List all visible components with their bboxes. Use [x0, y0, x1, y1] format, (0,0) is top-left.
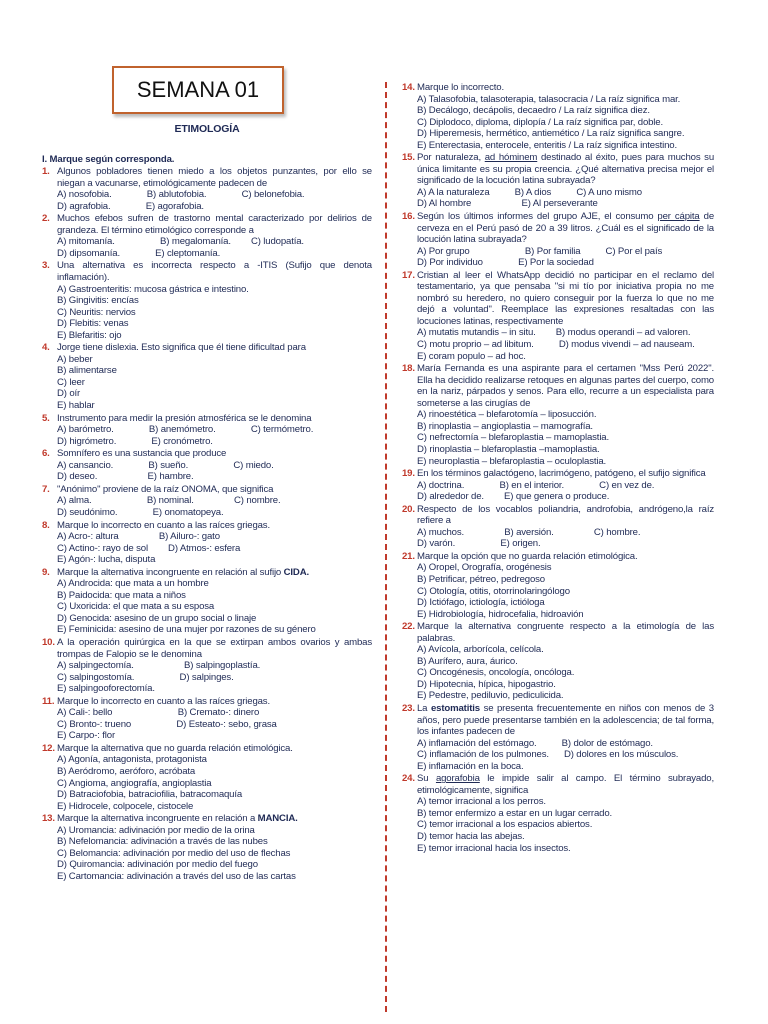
question-item [42, 213, 372, 259]
answer-options-line: C) Actino-: rayo de sol D) Atmos-: esfera [57, 542, 241, 554]
stem-text: A la operación quirúrgica en la que se extirpan ambos ovarios y ambas trompas de Falopio se le denomina [57, 636, 372, 660]
question-body [417, 773, 714, 854]
question-number: 16. [402, 211, 415, 223]
answer-options-line: A) muchos. B) aversión. C) hombre. [417, 526, 641, 538]
question-body [57, 166, 372, 212]
question-stem [57, 696, 372, 708]
question-number: 23. [402, 702, 415, 714]
right-column [402, 82, 714, 855]
stem-text: Marque la alternativa que no guarda relación etimológica. [57, 742, 293, 754]
answer-options-line: A) Talasofobia, talasoterapia, talasocracia / La raíz significa mar. [417, 93, 681, 105]
answer-options-line: E) Carpo-: flor [57, 730, 115, 742]
answer-options-line: C) leer [57, 376, 85, 388]
question-stem [57, 743, 372, 755]
question-item [402, 363, 714, 467]
question-number: 11. [42, 695, 55, 707]
question-number: 2. [42, 213, 50, 225]
stem-text: Marque lo incorrecto en cuanto a las raíces griegas. [57, 695, 270, 707]
question-body [417, 551, 714, 620]
stem-underlined: ad hóminem [484, 152, 538, 164]
answer-options-line: D) Al hombre E) Al perseverante [417, 198, 598, 210]
stem-text: Su [417, 773, 429, 785]
question-stem [417, 703, 714, 738]
left-questions [42, 166, 372, 882]
question-stem [417, 621, 714, 644]
question-item [42, 743, 372, 812]
right-questions [402, 82, 714, 854]
answer-options-line: A) Acro-: altura B) Ailuro-: gato [57, 531, 220, 543]
question-stem [417, 270, 714, 328]
question-stem [57, 260, 372, 283]
answer-options-line: B) Aeródromo, aeróforo, acróbata [57, 765, 196, 777]
question-number: 10. [42, 636, 55, 648]
question-number: 22. [402, 621, 415, 633]
stem-text: María Fernanda es una aspirante para el certamen "Mss Perú 2022". Ella ha decidido realizarse retoques en algunas partes del cuerpo, como en la nariz, párpados y senos. Para ello, recurre a un especialista para someterse a las cirugías de [417, 363, 714, 409]
answer-options-line: A) Por grupo B) Por familia C) Por el país [417, 245, 663, 257]
stem-text: Marque la opción que no guarda relación etimológica. [417, 550, 638, 562]
question-stem [417, 773, 714, 796]
question-body [57, 520, 372, 566]
question-body [417, 363, 714, 467]
stem-text: "Anónimo" proviene de la raíz ONOMA, que significa [57, 483, 274, 495]
answer-options-line: A) cansancio. B) sueño. C) miedo. [57, 459, 274, 471]
answer-options-line: E) neuroplastia – blefaroplastia – oculoplastia. [417, 455, 607, 467]
stem-text: le impide salir al campo. El término subrayado, etimológicamente, significa [417, 773, 715, 796]
answer-options-line: D) agrafobia. E) agorafobia. [57, 200, 204, 212]
question-stem [57, 484, 372, 496]
stem-underlined: agorafobia [435, 773, 480, 785]
answer-options-line: B) Paidocida: que mata a niños [57, 589, 186, 601]
stem-text: Por naturaleza, [417, 152, 482, 164]
stem-text: Marque lo incorrecto. [417, 82, 504, 93]
question-item [402, 703, 714, 772]
question-item [42, 567, 372, 636]
question-stem [417, 551, 714, 563]
question-stem [57, 813, 372, 825]
question-number: 12. [42, 742, 55, 754]
answer-options-line: A) Androcida: que mata a un hombre [57, 578, 209, 590]
answer-options-line: C) nefrectomía – blefaroplastia – mamoplastia. [417, 432, 609, 444]
stem-text: Marque la alternativa incongruente en relación a [57, 813, 256, 825]
question-item [402, 82, 714, 151]
answer-options-line: E) coram populo – ad hoc. [417, 350, 526, 362]
answer-options-line: E) Cartomancia: adivinación a través del uso de las cartas [57, 870, 296, 882]
question-number: 24. [402, 773, 415, 785]
stem-text: destinado al éxito, pues para muchos su única limitante es su propia creencia. ¿Qué alternativa precisa mejor el significado de la locución latina subrayada? [417, 152, 715, 187]
question-stem [417, 152, 714, 187]
answer-options-line: D) varón. E) origen. [417, 538, 541, 550]
question-stem [417, 82, 714, 94]
answer-options-line: D) oír [57, 388, 81, 400]
question-number: 17. [402, 269, 415, 281]
stem-text: Jorge tiene dislexia. Esto significa que él tiene dificultad para [57, 342, 306, 354]
question-body [57, 567, 372, 636]
question-body [417, 82, 714, 151]
answer-options-line: A) Uromancia: adivinación por medio de la orina [57, 824, 255, 836]
answer-options-line: C) Belomancia: adivinación por medio del uso de flechas [57, 847, 291, 859]
question-number: 21. [402, 550, 415, 562]
answer-options-line: D) Ictiófago, ictiología, ictióloga [417, 597, 545, 609]
answer-options-line: C) temor irracional a los espacios abiertos. [417, 819, 593, 831]
question-item [42, 166, 372, 212]
answer-options-line: D) Por individuo E) Por la sociedad [417, 257, 594, 269]
answer-options-line: E) Agón-: lucha, disputa [57, 554, 156, 566]
answer-options-line: A) Oropel, Orografía, orogénesis [417, 562, 552, 574]
stem-bold: CIDA. [283, 566, 310, 578]
question-stem [417, 504, 714, 527]
answer-options-line: C) inflamación de los pulmones. D) dolores en los músculos. [417, 749, 679, 761]
answer-options-line: A) rinoestética – blefarotomía – liposucción. [417, 409, 597, 421]
question-item [402, 152, 714, 210]
question-body [417, 152, 714, 210]
question-number: 1. [42, 166, 50, 178]
stem-text: Una alternativa es incorrecta respecto a -ITIS (Sufijo que denota inflamación). [57, 260, 372, 284]
question-stem [57, 213, 372, 236]
question-body [57, 484, 372, 519]
question-body [417, 468, 714, 503]
question-item [402, 551, 714, 620]
question-item [402, 504, 714, 550]
stem-text: En los términos galactógeno, lacrimógeno, patógeno, el sufijo significa [417, 468, 706, 480]
answer-options-line: D) Flebitis: venas [57, 318, 129, 330]
answer-options-line: A) doctrina. B) en el interior. C) en vez de. [417, 479, 655, 491]
question-item [402, 211, 714, 269]
answer-options-line: D) rinoplastia – blefaroplastia –mamoplastia. [417, 443, 600, 455]
answer-options-line: E) Feminicida: asesino de una mujer por razones de su género [57, 624, 316, 636]
answer-options-line: B) Aurífero, aura, áurico. [417, 655, 518, 667]
question-body [57, 813, 372, 882]
stem-text: Muchos efebos sufren de trastorno mental caracterizado por delirios de grandeza. El término etimológico corresponde a [57, 213, 372, 236]
answer-options-line: D) Batraciofobia, batraciofilia, batracomaquía [57, 789, 243, 801]
question-number: 20. [402, 503, 415, 515]
answer-options-line: B) Petrificar, pétreo, pedregoso [417, 573, 545, 585]
question-item [42, 413, 372, 448]
answer-options-line: C) Uxoricida: el que mata a su esposa [57, 601, 215, 613]
question-item [42, 260, 372, 341]
question-number: 19. [402, 468, 415, 480]
answer-options-line: D) Genocida: asesino de un grupo social o linaje [57, 612, 257, 624]
subtitle: ETIMOLOGÍA [174, 123, 240, 135]
question-body [57, 637, 372, 695]
answer-options-line: B) Decálogo, decápolis, decaedro / La raíz significa diez. [417, 105, 650, 117]
answer-options-line: D) higrómetro. E) cronómetro. [57, 435, 213, 447]
answer-options-line: A) salpingectomía. B) salpingoplastía. [57, 660, 261, 672]
answer-options-line: C) Angioma, angiografía, angioplastia [57, 777, 212, 789]
answer-options-line: E) temor irracional hacia los insectos. [417, 842, 571, 854]
left-column [42, 124, 372, 883]
answer-options-line: E) salpingooforectomía. [57, 683, 155, 695]
question-stem [57, 342, 372, 354]
question-number: 7. [42, 483, 50, 495]
question-number: 3. [42, 260, 50, 272]
section-heading: I. Marque según corresponda. [42, 153, 175, 165]
question-stem [57, 448, 372, 460]
answer-options-line: E) inflamación en la boca. [417, 760, 524, 772]
answer-options-line: A) inflamación del estómago. B) dolor de estómago. [417, 737, 653, 749]
question-item [42, 520, 372, 566]
answer-options-line: D) Quiromancia: adivinación por medio del fuego [57, 859, 258, 871]
answer-options-line: E) Hidrocele, colpocele, cistocele [57, 800, 194, 812]
question-stem [417, 211, 714, 246]
answer-options-line: B) Gingivitis: encías [57, 295, 139, 307]
stem-text: Cristian al leer el WhatsApp decidió no participar en el reclamo del testamentario, ya que pensaba "si mi tío por iniciativa propia no me nombró su heredero, no quiero conseguir por la fuerza lo que no me dejó a voluntad". Reemplace las expresiones resaltadas con las locuciones latinas, respectivamente [417, 269, 714, 327]
answer-options-line: C) motu proprio – ad libitum. D) modus vivendi – ad nauseam. [417, 339, 695, 351]
question-stem [57, 637, 372, 660]
question-body [57, 696, 372, 742]
stem-text: Respecto de los vocablos poliandria, androfobia, andrógeno,la raíz refiere a [417, 503, 714, 527]
answer-options-line: D) alrededor de. E) que genera o produce. [417, 491, 610, 503]
stem-text: Marque la alternativa incongruente en relación al sufijo [57, 566, 282, 578]
column-divider [385, 82, 387, 1012]
stem-text: Instrumento para medir la presión atmosférica se le denomina [57, 412, 312, 424]
question-body [57, 743, 372, 812]
question-body [57, 260, 372, 341]
answer-options-line: A) mitomanía. B) megalomanía. C) ludopatía. [57, 236, 304, 248]
question-number: 9. [42, 566, 50, 578]
stem-text: La [417, 702, 428, 714]
stem-text: de cerveza en el Perú pasó de 20 a 39 litros. ¿Cuál es el significado de la locución latina subrayada? [417, 211, 715, 246]
answer-options-line: B) temor enfermizo a estar en un lugar cerrado. [417, 807, 613, 819]
question-stem [57, 166, 372, 189]
question-number: 13. [42, 813, 55, 825]
question-stem [57, 520, 372, 532]
question-stem [57, 567, 372, 579]
question-item [42, 637, 372, 695]
stem-text: Somnífero es una sustancia que produce [57, 448, 227, 460]
question-body [57, 342, 372, 411]
question-stem [57, 413, 372, 425]
answer-options-line: A) nosofobia. B) ablutofobia. C) belonefobia. [57, 189, 305, 201]
question-item [42, 484, 372, 519]
answer-options-line: A) mutatis mutandis – in situ. B) modus operandi – ad valoren. [417, 327, 691, 339]
page-title: SEMANA 01 [112, 66, 284, 114]
stem-text: Marque la alternativa congruente respecto a la etimología de las palabras. [417, 621, 714, 644]
answer-options-line: D) deseo. E) hambre. [57, 471, 194, 483]
answer-options-line: A) beber [57, 353, 93, 365]
question-number: 6. [42, 448, 50, 460]
question-item [42, 448, 372, 483]
question-stem [417, 468, 714, 480]
answer-options-line: D) temor hacia las abejas. [417, 831, 525, 842]
question-body [417, 211, 714, 269]
answer-options-line: A) alma. B) nominal. C) nombre. [57, 495, 281, 507]
answer-options-line: E) Enterectasia, enterocele, enteritis / La raíz significa intestino. [417, 139, 678, 151]
answer-options-line: C) salpingostomía. D) salpinges. [57, 671, 234, 683]
question-number: 4. [42, 342, 50, 354]
question-body [57, 448, 372, 483]
answer-options-line: E) hablar [57, 400, 95, 412]
answer-options-line: D) Hipotecnia, hípica, hipogastrio. [417, 678, 556, 690]
question-item [402, 773, 714, 854]
answer-options-line: A) barómetro. B) anemómetro. C) termómetro. [57, 424, 314, 436]
stem-underlined: per cápita [657, 211, 700, 223]
question-number: 18. [402, 363, 415, 375]
question-body [417, 270, 714, 362]
question-item [402, 468, 714, 503]
stem-text: se presenta frecuentemente en niños con menos de 3 años, pero puede presentarse también en la adolescencia; de tal forma, los infantes padecen de [417, 702, 714, 738]
stem-text: Algunos pobladores tienen miedo a los objetos punzantes, por ello se niegan a vacunarse, etimológicamente padecen de [57, 166, 372, 189]
answer-options-line: C) Oncogénesis, oncología, oncóloga. [417, 667, 575, 679]
question-item [42, 813, 372, 882]
question-stem [417, 363, 714, 409]
answer-options-line: B) alimentarse [57, 365, 117, 377]
answer-options-line: D) dipsomanía. E) cleptomanía. [57, 247, 221, 259]
answer-options-line: A) Gastroenteritis: mucosa gástrica e intestino. [57, 283, 249, 295]
answer-options-line: A) Agonía, antagonista, protagonista [57, 754, 207, 766]
answer-options-line: D) Hiperemesis, hermético, antiemético / La raíz significa sangre. [417, 128, 685, 140]
answer-options-line: A) Avícola, arborícola, celícola. [417, 644, 544, 656]
answer-options-line: E) Pedestre, pediluvio, pediculicida. [417, 690, 564, 702]
question-number: 8. [42, 519, 50, 531]
question-number: 5. [42, 412, 50, 424]
question-body [417, 703, 714, 772]
stem-bold: MANCIA. [257, 813, 298, 825]
answer-options-line: E) Hidrobiología, hidrocefalia, hidroavión [417, 608, 584, 620]
answer-options-line: A) Cali-: bello B) Cremato-: dinero [57, 707, 260, 719]
stem-text: Marque lo incorrecto en cuanto a las raíces griegas. [57, 519, 270, 531]
answer-options-line: C) Neuritis: nervios [57, 306, 136, 318]
answer-options-line: C) Otología, otitis, otorrinolaringólogo [417, 585, 570, 597]
question-item [42, 342, 372, 411]
question-body [57, 413, 372, 448]
answer-options-line: E) Blefaritis: ojo [57, 329, 122, 341]
question-number: 15. [402, 152, 415, 164]
answer-options-line: D) seudónimo. E) onomatopeya. [57, 506, 224, 518]
question-item [42, 696, 372, 742]
answer-options-line: B) rinoplastia – angioplastia – mamografía. [417, 420, 593, 432]
question-item [402, 621, 714, 702]
question-body [417, 621, 714, 702]
stem-text: Según los últimos informes del grupo AJE, el consumo [417, 211, 654, 223]
answer-options-line: C) Bronto-: trueno D) Esteato-: sebo, grasa [57, 718, 277, 730]
question-body [57, 213, 372, 259]
stem-bold: estomatitis [430, 702, 480, 714]
answer-options-line: C) Diplodoco, diploma, diplopía / La raíz significa par, doble. [417, 116, 663, 128]
answer-options-line: B) Nefelomancia: adivinación a través de las nubes [57, 836, 268, 848]
question-body [417, 504, 714, 550]
answer-options-line: A) A la naturaleza B) A dios C) A uno mismo [417, 186, 642, 198]
question-number: 14. [402, 82, 415, 93]
question-item [402, 270, 714, 362]
answer-options-line: A) temor irracional a los perros. [417, 796, 546, 808]
